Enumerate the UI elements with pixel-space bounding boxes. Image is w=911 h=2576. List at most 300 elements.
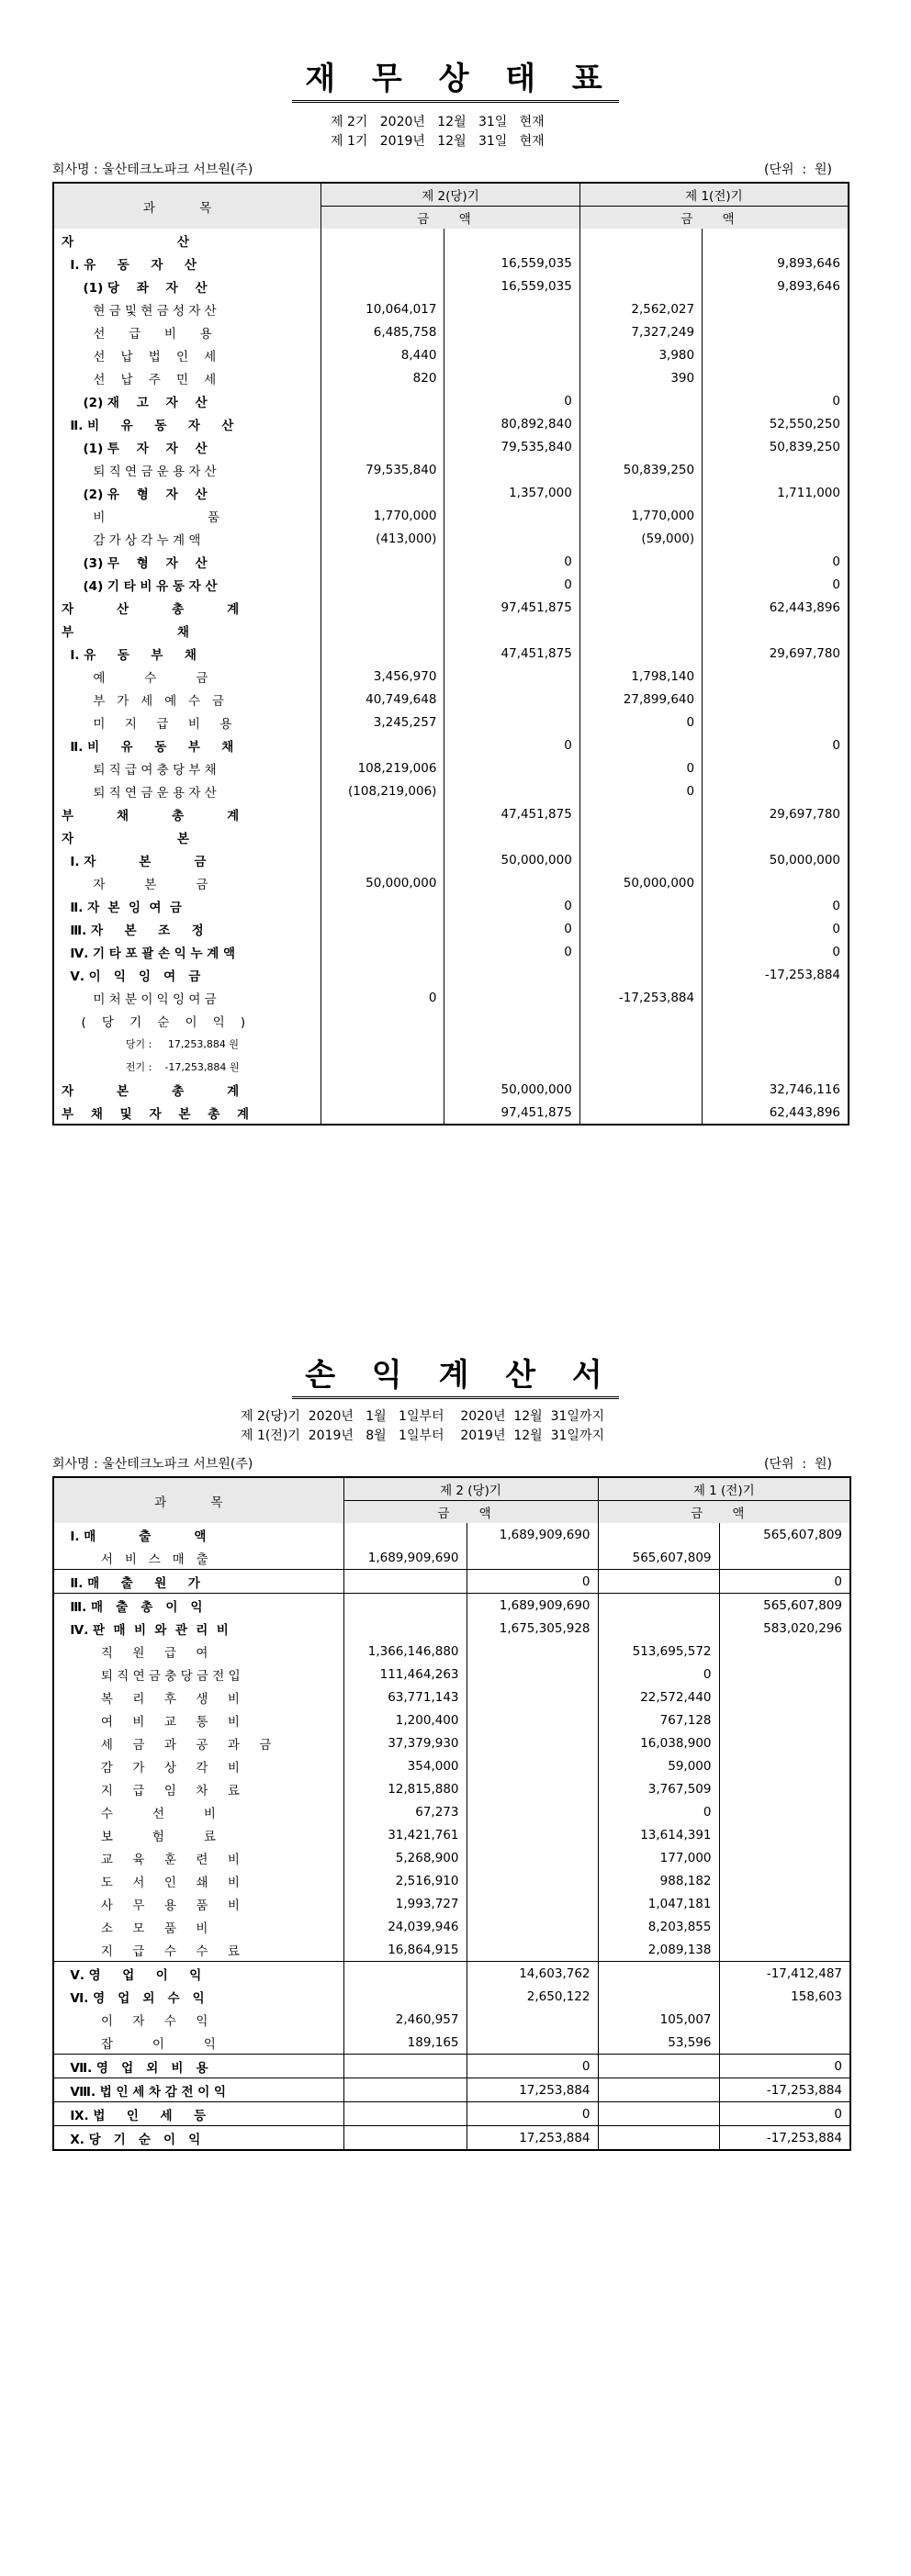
previous-total-amount [703,825,849,848]
previous-detail-amount [579,848,702,871]
current-detail-amount: 67,273 [343,1800,467,1823]
account-label: Ⅶ. 영 업 외 비 용 [53,2055,343,2078]
current-detail-amount [321,229,444,252]
previous-detail-amount: 177,000 [598,1846,719,1869]
account-label: (3) 무 형 자 산 [62,555,208,571]
previous-total-amount: 32,746,116 [703,1078,849,1101]
current-detail-amount: 354,000 [343,1754,467,1777]
previous-detail-amount [579,1078,702,1101]
table-row [53,688,849,711]
account-label: Ⅱ. 자 본 잉 여 금 [62,900,182,915]
table-row [53,1523,850,1546]
current-detail-amount: 31,421,761 [343,1823,467,1846]
current-total-amount: 1,675,305,928 [467,1617,598,1640]
current-detail-amount [321,389,444,412]
account-label: 부 채 총 계 [62,808,240,823]
previous-detail-amount [579,1009,702,1032]
current-total-amount: 1,689,909,690 [467,1523,598,1546]
bs-header-current: 제 2(당)기 [321,183,580,207]
account-label: 보 험 료 [62,1829,216,1844]
previous-total-amount: 0 [703,550,849,573]
current-total-amount [444,458,579,481]
previous-total-amount [703,619,849,642]
previous-detail-amount: 767,128 [598,1708,719,1731]
current-total-amount: 0 [444,917,579,940]
previous-detail-amount: -17,253,884 [579,986,702,1009]
account-label: 이 자 수 익 [62,2013,208,2029]
is-unit: (단위 : 원) [764,1457,833,1472]
previous-detail-amount: 59,000 [598,1754,719,1777]
current-total-amount [467,1640,598,1663]
account-label: 도 서 인 쇄 비 [62,1875,240,1890]
previous-total-amount [703,504,849,527]
current-detail-amount: 2,516,910 [343,1869,467,1892]
previous-total-amount: 0 [703,940,849,963]
current-total-amount [467,1938,598,1962]
table-row [53,1869,850,1892]
table-row [53,1962,850,1986]
account-label: (2) 유 형 자 산 [62,487,208,502]
current-total-amount: 97,451,875 [444,596,579,619]
previous-total-amount [703,320,849,343]
table-row [53,1663,850,1686]
previous-total-amount [703,229,849,252]
current-detail-amount: 1,689,909,690 [343,1546,467,1570]
previous-total-amount [703,756,849,779]
account-label: 퇴 직 연 금 충 당 금 전 입 [62,1668,241,1684]
bs-company-name: 회사명 : 울산테크노파크 서브원(주) [52,162,253,177]
previous-detail-amount: 1,798,140 [579,665,702,688]
table-row [53,779,849,802]
current-total-amount [467,2008,598,2031]
table-row [53,297,849,320]
previous-detail-amount: 13,614,391 [598,1823,719,1846]
previous-detail-amount: 3,767,509 [598,1777,719,1800]
current-detail-amount [321,481,444,504]
current-total-amount [444,343,579,366]
previous-total-amount: 0 [719,2102,850,2126]
bs-rows [53,229,849,1125]
previous-detail-amount: 27,899,640 [579,688,702,711]
previous-detail-amount [579,252,702,274]
current-detail-amount: 111,464,263 [343,1663,467,1686]
previous-total-amount [719,1686,850,1708]
previous-detail-amount [598,1594,719,1618]
previous-total-amount [719,1938,850,1962]
previous-total-amount: 565,607,809 [719,1523,850,1546]
current-total-amount [444,1055,579,1078]
previous-total-amount [703,871,849,894]
table-row [53,366,849,389]
previous-total-amount: 1,711,000 [703,481,849,504]
previous-total-amount [703,779,849,802]
account-label: 선 납 법 인 세 [62,349,217,364]
table-row [53,343,849,366]
table-row [53,756,849,779]
previous-detail-amount [579,642,702,665]
table-row [53,986,849,1009]
current-total-amount [444,665,579,688]
current-total-amount: 1,689,909,690 [467,1594,598,1618]
current-total-amount: 50,000,000 [444,848,579,871]
table-row [53,274,849,297]
current-detail-amount [321,1101,444,1125]
previous-detail-amount [598,1570,719,1594]
current-total-amount [444,825,579,848]
previous-total-amount [719,1915,850,1938]
account-label: 미 지 급 비 용 [62,716,232,732]
table-row [53,665,849,688]
current-detail-amount [321,252,444,274]
account-label: 자 본 [62,831,189,846]
current-total-amount [444,963,579,986]
current-total-amount [467,1708,598,1731]
account-label: 미 처 분 이 익 잉 여 금 [62,991,217,1007]
current-total-amount [444,320,579,343]
current-total-amount: 0 [467,2102,598,2126]
account-label: Ⅰ. 유 동 부 채 [62,647,197,663]
current-total-amount [444,229,579,252]
account-label: 지 급 임 차 료 [62,1783,240,1798]
table-row [53,229,849,252]
current-total-amount [467,1800,598,1823]
previous-total-amount: 0 [703,894,849,917]
previous-detail-amount: 50,839,250 [579,458,702,481]
previous-detail-amount [579,963,702,986]
account-label: (4) 기 타 비 유 동 자 산 [62,578,218,594]
previous-detail-amount: 22,572,440 [598,1686,719,1708]
is-header-previous: 제 1 (전)기 [598,1477,850,1501]
previous-detail-amount [579,435,702,458]
table-row [53,1938,850,1962]
current-detail-amount [321,1055,444,1078]
account-label: 선 납 주 민 세 [62,372,217,387]
current-detail-amount: 108,219,006 [321,756,444,779]
is-period-current: 제 2(당)기 2020년 1월 1일부터 2020년 12월 31일까지 [241,1409,604,1424]
account-label: 비 품 [62,510,219,525]
previous-total-amount [719,1777,850,1800]
current-total-amount [444,1009,579,1032]
current-total-amount: 16,559,035 [444,274,579,297]
table-row [53,1800,850,1823]
current-detail-amount: 12,815,880 [343,1777,467,1800]
previous-total-amount [719,1869,850,1892]
previous-total-amount: 9,893,646 [703,274,849,297]
current-detail-amount: 16,864,915 [343,1938,467,1962]
current-detail-amount [343,1594,467,1618]
previous-detail-amount: 0 [598,1800,719,1823]
table-row [53,825,849,848]
account-label: 수 선 비 [62,1806,216,1821]
current-detail-amount: 6,485,758 [321,320,444,343]
current-detail-amount: 8,440 [321,343,444,366]
current-total-amount [444,619,579,642]
table-row [53,1985,850,2008]
table-row [53,550,849,573]
account-label: 감 가 상 각 누 계 액 [62,532,201,548]
previous-detail-amount: 2,562,027 [579,297,702,320]
table-row [53,619,849,642]
previous-detail-amount [598,2078,719,2102]
current-detail-amount: (108,219,006) [321,779,444,802]
previous-detail-amount: 7,327,249 [579,320,702,343]
current-total-amount [467,1915,598,1938]
table-row [53,871,849,894]
previous-total-amount [703,711,849,734]
balance-sheet-title: 재 무 상 태 표 [0,53,911,103]
current-detail-amount [321,1009,444,1032]
table-row [53,1101,849,1125]
current-detail-amount [321,573,444,596]
current-total-amount [467,1777,598,1800]
previous-total-amount [703,458,849,481]
table-row [53,1731,850,1754]
current-total-amount [467,1731,598,1754]
previous-total-amount: -17,253,884 [719,2126,850,2151]
bs-header-previous-amount: 금 액 [579,207,849,230]
previous-detail-amount: 1,047,181 [598,1892,719,1915]
account-label: Ⅴ. 이 익 잉 여 금 [62,969,201,984]
previous-total-amount: 29,697,780 [703,642,849,665]
previous-total-amount: 565,607,809 [719,1594,850,1618]
account-label: Ⅷ. 법 인 세 차 감 전 이 익 [53,2078,343,2102]
previous-total-amount [703,688,849,711]
previous-detail-amount [579,389,702,412]
previous-detail-amount: (59,000) [579,527,702,550]
account-label: 전기 : -17,253,884 원 [62,1060,240,1073]
previous-total-amount: 62,443,896 [703,1101,849,1125]
previous-total-amount: 583,020,296 [719,1617,850,1640]
current-total-amount [467,1892,598,1915]
table-row [53,2102,850,2126]
current-total-amount [467,1663,598,1686]
current-detail-amount: 63,771,143 [343,1686,467,1708]
previous-total-amount [719,1708,850,1731]
previous-detail-amount [579,619,702,642]
previous-detail-amount [579,550,702,573]
table-row [53,1754,850,1777]
current-total-amount: 2,650,122 [467,1985,598,2008]
table-row [53,711,849,734]
current-detail-amount: 3,456,970 [321,665,444,688]
current-total-amount: 0 [444,940,579,963]
previous-total-amount: 50,000,000 [703,848,849,871]
previous-detail-amount [598,1985,719,2008]
previous-detail-amount: 0 [579,756,702,779]
table-row [53,1570,850,1594]
current-detail-amount [321,802,444,825]
table-row [53,734,849,756]
account-label: 퇴 직 연 금 운 용 자 산 [62,464,217,479]
current-total-amount: 0 [444,573,579,596]
previous-total-amount [703,986,849,1009]
table-row [53,642,849,665]
previous-total-amount: 0 [719,2055,850,2078]
current-detail-amount [321,596,444,619]
current-total-amount [444,871,579,894]
bs-header-account: 과 목 [53,183,321,229]
current-detail-amount: 50,000,000 [321,871,444,894]
previous-detail-amount [579,1032,702,1055]
table-row [53,1915,850,1938]
current-detail-amount [343,1570,467,1594]
bs-period-current: 제 2기 2020년 12월 31일 현재 [331,115,545,129]
current-detail-amount [321,274,444,297]
account-label: Ⅱ. 비 유 동 자 산 [62,418,234,433]
table-row [53,1546,850,1570]
account-label: 서 비 스 매 출 [62,1551,208,1567]
account-label: 부 채 [62,624,189,640]
previous-detail-amount [598,1523,719,1546]
account-label: Ⅱ. 비 유 동 부 채 [62,739,234,755]
account-label: Ⅴ. 영 업 이 익 [53,1962,343,1986]
previous-detail-amount [579,596,702,619]
previous-detail-amount [579,1055,702,1078]
table-row [53,1009,849,1032]
bs-header-current-amount: 금 액 [321,207,580,230]
current-total-amount [467,2031,598,2055]
current-detail-amount [321,435,444,458]
previous-detail-amount: 16,038,900 [598,1731,719,1754]
current-detail-amount [321,917,444,940]
previous-detail-amount: 390 [579,366,702,389]
previous-total-amount: -17,253,884 [703,963,849,986]
previous-total-amount [719,1640,850,1663]
previous-detail-amount: 1,770,000 [579,504,702,527]
table-row [53,458,849,481]
current-total-amount: 97,451,875 [444,1101,579,1125]
table-row [53,573,849,596]
current-total-amount: 47,451,875 [444,642,579,665]
current-detail-amount [321,619,444,642]
table-row [53,802,849,825]
table-row [53,1617,850,1640]
current-detail-amount: 24,039,946 [343,1915,467,1938]
table-row [53,2031,850,2055]
previous-total-amount [719,1800,850,1823]
previous-detail-amount [598,2102,719,2126]
previous-total-amount [719,1546,850,1570]
previous-detail-amount: 0 [598,1663,719,1686]
previous-detail-amount [579,894,702,917]
table-row [53,1032,849,1055]
table-row [53,1892,850,1915]
current-detail-amount: 1,200,400 [343,1708,467,1731]
table-row [53,1686,850,1708]
income-statement-table [52,1476,851,2151]
previous-total-amount: 9,893,646 [703,252,849,274]
previous-detail-amount [598,2126,719,2151]
current-detail-amount: 0 [321,986,444,1009]
table-row [53,940,849,963]
current-total-amount: 47,451,875 [444,802,579,825]
account-label: Ⅳ. 기 타 포 괄 손 익 누 계 액 [62,946,236,961]
account-label: 여 비 교 통 비 [62,1714,240,1730]
is-period-previous: 제 1(전)기 2019년 8월 1일부터 2019년 12월 31일까지 [241,1428,604,1443]
is-company-name: 회사명 : 울산테크노파크 서브원(주) [52,1457,253,1472]
current-total-amount: 0 [444,734,579,756]
previous-total-amount [703,1055,849,1078]
current-detail-amount: 1,770,000 [321,504,444,527]
table-row [53,1846,850,1869]
current-detail-amount [321,1078,444,1101]
is-header-current: 제 2 (당)기 [343,1477,598,1501]
previous-detail-amount: 0 [579,711,702,734]
previous-total-amount [719,1731,850,1754]
current-detail-amount: 2,460,957 [343,2008,467,2031]
account-label: Ⅵ. 영 업 외 수 익 [62,1990,205,2006]
current-detail-amount [321,825,444,848]
account-label: (2) 재 고 자 산 [62,395,208,410]
income-statement-title: 손 익 계 산 서 [0,1350,911,1399]
current-total-amount [467,1823,598,1846]
current-detail-amount [343,2126,467,2151]
current-total-amount [444,756,579,779]
previous-total-amount [719,1754,850,1777]
current-total-amount: 17,253,884 [467,2078,598,2102]
current-detail-amount [343,2102,467,2126]
account-label: 부 가 세 예 수 금 [62,693,224,709]
account-label: 퇴 직 연 금 운 용 자 산 [62,785,217,801]
current-detail-amount: 79,535,840 [321,458,444,481]
current-total-amount [444,504,579,527]
table-row [53,2126,850,2151]
previous-detail-amount: 3,980 [579,343,702,366]
table-row [53,2078,850,2102]
previous-total-amount [703,665,849,688]
previous-total-amount: 0 [703,917,849,940]
table-row [53,320,849,343]
account-label: Ⅹ. 당 기 순 이 익 [53,2126,343,2151]
previous-detail-amount: 2,089,138 [598,1938,719,1962]
current-detail-amount: 10,064,017 [321,297,444,320]
previous-total-amount [719,1823,850,1846]
current-total-amount [444,297,579,320]
table-row [53,1078,849,1101]
current-total-amount [444,986,579,1009]
account-label: 자 본 총 계 [62,1083,240,1099]
table-row [53,1640,850,1663]
table-row [53,389,849,412]
previous-total-amount [703,343,849,366]
account-label: 지 급 수 수 료 [62,1943,240,1959]
previous-detail-amount [579,573,702,596]
current-detail-amount: 37,379,930 [343,1731,467,1754]
account-label: Ⅰ. 자 본 금 [62,854,207,869]
table-row [53,1777,850,1800]
previous-detail-amount: 8,203,855 [598,1915,719,1938]
current-detail-amount: 5,268,900 [343,1846,467,1869]
current-detail-amount [343,1985,467,2008]
balance-sheet-table [52,182,849,1126]
current-total-amount: 80,892,840 [444,412,579,435]
current-total-amount: 79,535,840 [444,435,579,458]
previous-detail-amount: 565,607,809 [598,1546,719,1570]
account-label: 현 금 및 현 금 성 자 산 [62,303,217,319]
previous-total-amount: 0 [719,1570,850,1594]
current-total-amount [467,1869,598,1892]
current-detail-amount [343,1962,467,1986]
account-label: 부 채 및 자 본 총 계 [62,1106,250,1122]
account-label: (1) 당 좌 자 산 [62,280,208,296]
previous-detail-amount [579,734,702,756]
current-detail-amount [321,894,444,917]
previous-total-amount: -17,253,884 [719,2078,850,2102]
current-total-amount: 1,357,000 [444,481,579,504]
current-total-amount [467,1546,598,1570]
previous-total-amount: -17,412,487 [719,1962,850,1986]
current-total-amount [444,1032,579,1055]
